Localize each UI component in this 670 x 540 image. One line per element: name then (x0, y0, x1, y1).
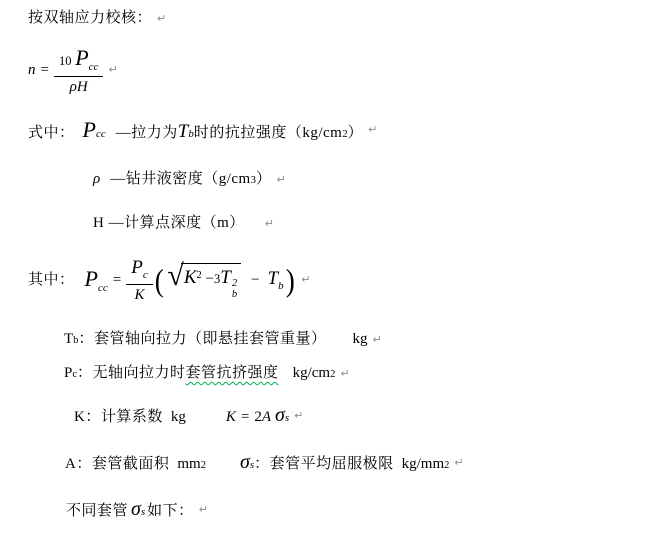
math-var-n: n (28, 61, 36, 78)
math-sub-b: b (278, 279, 284, 292)
left-paren: ( (154, 262, 164, 299)
colon: ： (78, 331, 94, 347)
paragraph-mark-icon: ↵ (264, 216, 274, 230)
math-coef-2: 2 (254, 409, 262, 425)
math-var-a: A (261, 409, 271, 425)
equals-sign: = (40, 61, 49, 78)
paragraph-mark-icon: ↵ (340, 366, 350, 380)
math-var-tb: T (220, 267, 231, 289)
math-sub-c: c (142, 269, 148, 281)
math-var-pc: P (131, 257, 143, 278)
superscript-2: 2 (342, 129, 348, 140)
math-group-lhs (85, 265, 108, 296)
colon: ： (77, 365, 93, 381)
formula-label: 其中： (28, 271, 75, 288)
definition-label: K：计算系数 (74, 409, 163, 425)
definition-tail-text: 时的抗拉强度（kg/cm (193, 125, 343, 141)
math-sub-s: s (249, 459, 255, 471)
superscript-2: 2 (231, 278, 238, 290)
math-var-tb: T (64, 331, 74, 347)
definition-tb (64, 330, 382, 349)
math-var-rho: ρ (93, 171, 101, 187)
superscript-2: 2 (196, 270, 202, 282)
paragraph-mark-icon: ↵ (454, 456, 464, 469)
math-var-k: K (183, 267, 197, 289)
definition-rho (93, 170, 286, 189)
closing-tail-text: 如下： (147, 503, 194, 519)
definition-text: 无轴向拉力时 (92, 365, 186, 381)
math-var-tb: T (267, 267, 279, 289)
formula-pcc (28, 256, 310, 305)
math-var-pcc: P (84, 265, 98, 291)
definition-a-and-sigma (65, 452, 464, 474)
closing-pre-text: 不同套管 (66, 503, 129, 519)
closing-paren: ） (255, 171, 272, 187)
closing-paren: ） (347, 125, 364, 141)
math-var-pcc: P (82, 117, 96, 142)
heading-text: 按双轴应力校核： (28, 10, 153, 26)
paragraph-mark-icon: ↵ (198, 503, 208, 516)
definition-pc (64, 364, 350, 383)
unit-kg: kg (352, 331, 368, 347)
supsub-stack (232, 278, 237, 300)
unit-kgmm2: kg/mm (401, 456, 445, 472)
unit-mm2: mm (177, 456, 201, 472)
definition-k (74, 405, 303, 427)
right-paren: ) (285, 262, 295, 299)
fraction-denominator: K (134, 286, 145, 303)
paragraph-mark-icon: ↵ (368, 123, 378, 136)
math-var-pcc: P (75, 45, 89, 70)
fraction-numerator (54, 44, 103, 77)
math-var-k: K (225, 409, 236, 425)
definition-h (93, 214, 274, 233)
formula-safety-factor (28, 44, 118, 97)
paragraph-mark-icon: ↵ (108, 63, 118, 77)
colon: ： (254, 456, 270, 472)
math-sub-b: b (188, 128, 194, 140)
definition-dash-text: —拉力为 (115, 125, 178, 141)
paragraph-mark-icon: ↵ (372, 332, 382, 346)
superscript-2: 2 (330, 369, 336, 380)
math-sub-c: c (72, 369, 78, 380)
definition-text: 套管平均屈服极限 (269, 456, 394, 472)
definition-label: A：套管截面积 (65, 456, 170, 472)
paragraph-mark-icon: ↵ (157, 11, 167, 25)
definition-text: H —计算点深度（m） (93, 215, 245, 231)
fraction-numerator (126, 256, 153, 285)
math-var-sigma: σ (131, 498, 141, 520)
math-group-tb (268, 267, 284, 294)
minus-sign: − (205, 271, 214, 288)
unit-kg: kg (170, 409, 186, 425)
equals-sign: = (240, 409, 250, 425)
radical-icon: √ (167, 259, 184, 293)
superscript-2: 2 (444, 460, 450, 471)
math-var-pc: P (64, 365, 73, 381)
subscript-b: b (231, 289, 238, 301)
paragraph-mark-icon: ↵ (301, 273, 311, 287)
math-var-sigma: σ (275, 404, 285, 426)
definition-tail-text: —钻井液密度（g/cm (110, 171, 251, 187)
fraction-denominator: ρH (69, 78, 88, 95)
definition-text: 套管轴向拉力（即悬挂套管重量） (93, 331, 327, 347)
paragraph-mark-icon: ↵ (276, 172, 286, 186)
paragraph-mark-icon: ↵ (294, 409, 304, 422)
math-var-tb: T (177, 121, 189, 142)
math-sub-b: b (73, 335, 79, 346)
math-coef-3: 3 (213, 272, 221, 287)
radicand (181, 263, 241, 301)
math-sub-s: s (284, 412, 290, 424)
closing-line (66, 499, 208, 521)
equals-sign: = (112, 271, 122, 288)
definition-label: 式中： (28, 125, 75, 141)
math-sub-cc: cc (97, 281, 108, 294)
math-sub-cc: cc (88, 61, 99, 73)
math-var-sigma: σ (239, 451, 250, 473)
definition-pcc (28, 116, 377, 144)
superscript-3: 3 (250, 175, 256, 186)
square-root (167, 259, 241, 301)
spellcheck-wavy-text: 套管抗挤强度 (185, 365, 279, 381)
heading-biaxial-stress-check (28, 9, 166, 28)
unit-kgcm2: kg/cm (292, 365, 331, 381)
math-coef-10: 10 (58, 54, 72, 68)
math-sub-cc: cc (95, 128, 106, 140)
fraction (54, 44, 103, 97)
math-sub-s: s (140, 506, 146, 518)
fraction (126, 256, 153, 305)
minus-sign: − (251, 271, 260, 288)
superscript-2: 2 (200, 460, 206, 471)
